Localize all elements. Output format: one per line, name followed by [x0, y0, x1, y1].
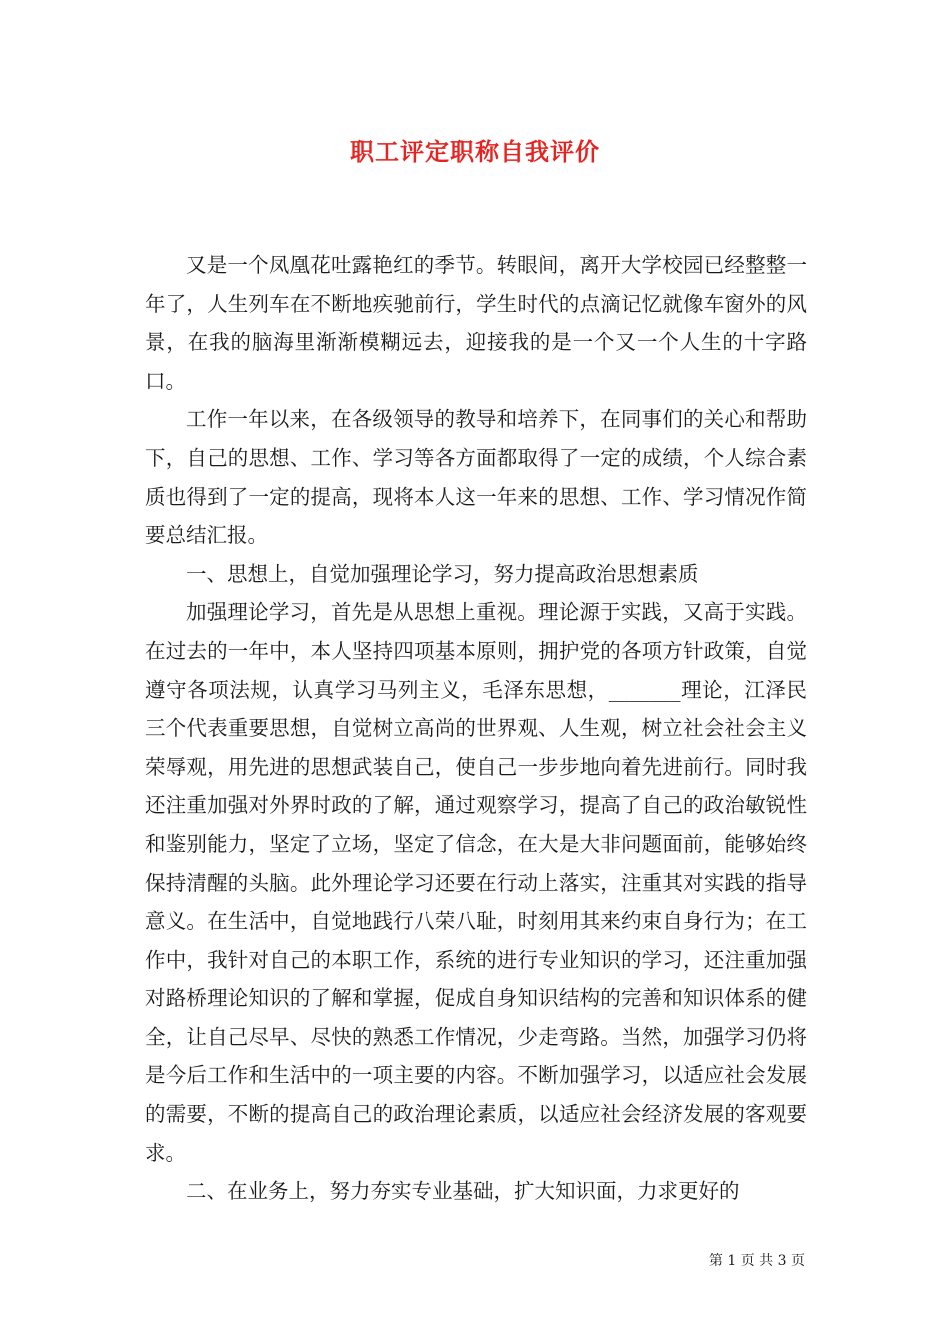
paragraph-intro: 又是一个凤凰花吐露艳红的季节。转眼间，离开大学校园已经整整一年了，人生列车在不断地疾驰前行，学生时代的点滴记忆就像车窗外的风景，在我的脑海里渐渐模糊远去，迎接我的是一个又一个人生的十字路口。 — [145, 253, 807, 393]
section-heading-1: 一、思想上，自觉加强理论学习，努力提高政治思想素质 — [186, 561, 699, 586]
section-heading-2: 二、在业务上，努力夯实专业基础，扩大知识面，力求更好的 — [186, 1179, 740, 1204]
page-number-footer: 第 1 页 共 3 页 — [708, 1253, 805, 1269]
paragraph-summary: 工作一年以来，在各级领导的教导和培养下，在同事们的关心和帮助下，自己的思想、工作、学习等各方面都取得了一定的成绩，个人综合素质也得到了一定的提高，现将本人这一年来的思想、工作、学习情况作简要总结汇报。 — [145, 407, 807, 548]
document-title: 职工评定职称自我评价 — [350, 137, 600, 166]
document-body — [145, 246, 807, 1211]
paragraph-theory-study: 加强理论学习，首先是从思想上重视。理论源于实践，又高于实践。在过去的一年中，本人坚持四项基本原则，拥护党的各项方针政策，自觉遵守各项法规，认真学习马列主义，毛泽东思想，_______理论，江泽民三个代表重要思想，自觉树立高尚的世界观、人生观，树立社会社会主义荣辱观，用先进的思想武装自己，使自己一步步地向着先进前行。同时我还注重加强对外界时政的了解，通过观察学习，提高了自己的政治敏锐性和鉴别能力，坚定了立场，坚定了信念，在大是大非问题面前，能够始终保持清醒的头脑。此外理论学习还要在行动上落实，注重其对实践的指导意义。在生活中，自觉地践行八荣八耻，时刻用其来约束自身行为；在工作中，我针对自己的本职工作，系统的进行专业知识的学习，还注重加强对路桥理论知识的了解和掌握，促成自身知识结构的完善和知识体系的健全，让自己尽早、尽快的熟悉工作情况，少走弯路。当然，加强学习仍将是今后工作和生活中的一项主要的内容。不断加强学习，以适应社会发展的需要，不断的提高自己的政治理论素质，以适应社会经济发展的客观要求。 — [145, 600, 807, 1165]
